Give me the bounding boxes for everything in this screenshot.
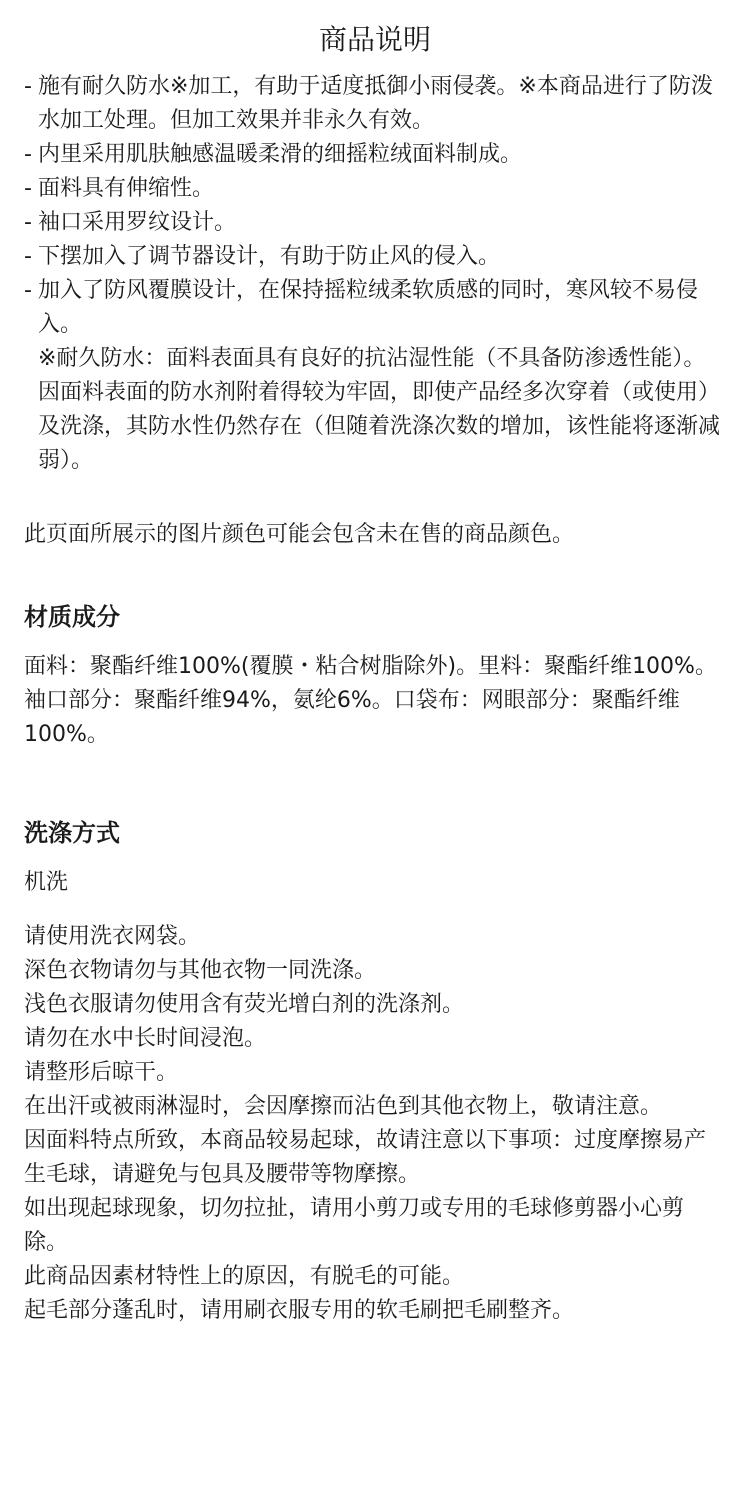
page-title: 商品说明 [318, 23, 431, 56]
bullet-dash: - [24, 74, 32, 99]
color-disclaimer: 此页面所展示的图片颜色可能会包含未在售的商品颜色。 [24, 522, 575, 547]
washing-instruction: 在出汗或被雨淋湿时，会因摩擦而沾色到其他衣物上，敬请注意。 [24, 1094, 663, 1119]
feature-item [24, 172, 724, 206]
washing-section-title: 洗涤方式 [24, 819, 120, 847]
washing-mode: 机洗 [24, 870, 69, 895]
washing-instructions [0, 920, 750, 1328]
bullet-dash: - [24, 210, 32, 235]
material-section-title: 材质成分 [24, 603, 120, 631]
waterproof-note: ※耐久防水：面料表面具有良好的抗沾湿性能（不具备防渗透性能）。因面料表面的防水剂附着得较为牢固，即使产品经多次穿着（或使用）及洗涤，其防水性仍然存在（但随着洗涤次数的增加，该性能将逐渐减弱）。 [38, 346, 721, 473]
feature-text: 内里采用肌肤触感温暖柔滑的细摇粒绒面料制成。 [38, 142, 523, 167]
washing-instruction: 浅色衣服请勿使用含有荧光增白剂的洗涤剂。 [24, 992, 465, 1017]
bullet-dash: - [24, 142, 32, 167]
feature-text: 施有耐久防水※加工，有助于适度抵御小雨侵袭。※本商品进行了防泼水加工处理。但加工效果并非永久有效。 [38, 74, 713, 133]
feature-item [24, 274, 724, 342]
washing-instruction: 请勿在水中长时间浸泡。 [24, 1026, 267, 1051]
feature-text: 面料具有伸缩性。 [38, 176, 215, 201]
feature-item [24, 138, 724, 172]
washing-instruction: 深色衣物请勿与其他衣物一同洗涤。 [24, 958, 377, 983]
feature-text: 加入了防风覆膜设计，在保持摇粒绒柔软质感的同时，寒风较不易侵入。 [38, 278, 699, 337]
feature-list [0, 70, 750, 342]
feature-text: 下摆加入了调节器设计，有助于防止风的侵入。 [38, 244, 501, 269]
feature-item [24, 70, 724, 138]
washing-instruction: 起毛部分蓬乱时，请用刷衣服专用的软毛刷把毛刷整齐。 [24, 1298, 575, 1323]
feature-item [24, 240, 724, 274]
washing-instruction: 请整形后晾干。 [24, 1060, 179, 1085]
washing-instruction: 因面料特点所致，本商品较易起球，故请注意以下事项：过度摩擦易产生毛球，请避免与包具及腰带等物摩擦。 [24, 1128, 707, 1187]
feature-item [24, 206, 724, 240]
washing-instruction: 如出现起球现象，切勿拉扯，请用小剪刀或专用的毛球修剪器小心剪除。 [24, 1196, 685, 1255]
washing-instruction: 此商品因素材特性上的原因，有脱毛的可能。 [24, 1264, 465, 1289]
material-composition: 面料：聚酯纤维100%(覆膜・粘合树脂除外)。里料：聚酯纤维100%。袖口部分：聚酯纤维94%，氨纶6%。口袋布：网眼部分：聚酯纤维100%。 [24, 654, 717, 747]
bullet-dash: - [24, 244, 32, 269]
bullet-dash: - [24, 176, 32, 201]
feature-text: 袖口采用罗纹设计。 [38, 210, 237, 235]
washing-instruction: 请使用洗衣网袋。 [24, 924, 201, 949]
bullet-dash: - [24, 278, 32, 303]
